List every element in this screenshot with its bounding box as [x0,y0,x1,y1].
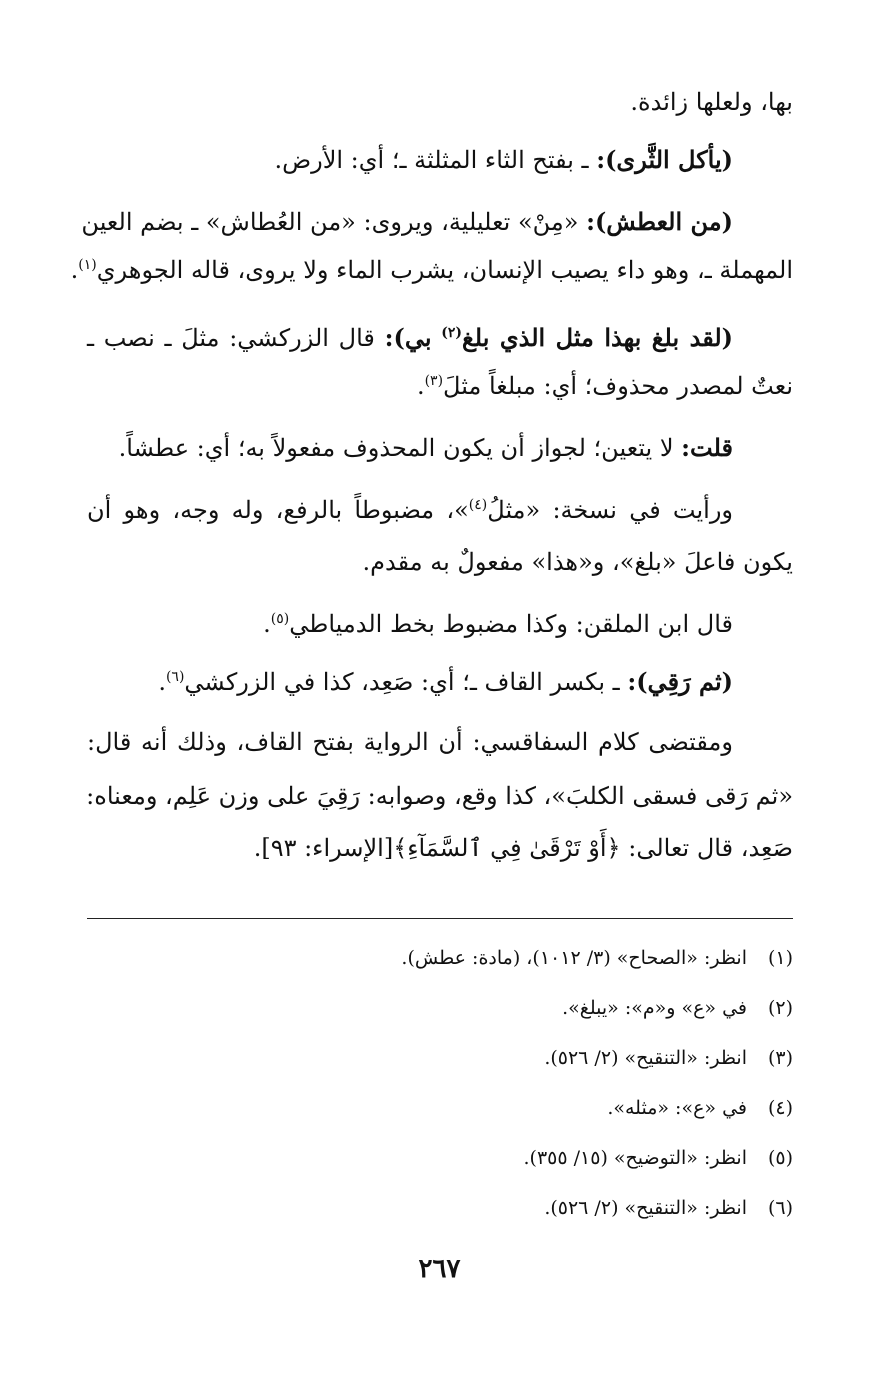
footnote-text: انظر: «التنقيح» (٢/ ٥٢٦). [544,1047,747,1069]
body-text: »، مضبوطاً بالرفع، وله وجه، وهو أن [87,496,469,524]
footnote-text: انظر: «التنقيح» (٢/ ٥٢٦). [544,1197,747,1219]
body-line [87,662,793,706]
body-text: نعتٌ لمصدر محذوف؛ أي: مبلغاً مثلَ [443,372,793,400]
footnote-text: انظر: «التوضيح» (١٥/ ٣٥٥). [523,1147,747,1169]
footnote [87,1142,793,1176]
body-text: ورأيت في نسخة: «مثلُ [487,496,734,524]
body-text: قال الزركشي: مثلَ ـ نصب ـ [87,324,375,352]
body-text: يكون فاعلَ «بلغ»، و«هذا» مفعولٌ به مقدم. [362,548,793,576]
footnote-text: انظر: «الصحاح» (٣/ ١٠١٢)، (مادة: عطش). [401,947,747,969]
body-text: . [70,256,79,284]
body-text: . [416,372,425,400]
footnote-marker: (٤) [468,497,488,513]
entry-heading: (يأكل الثَّرى): [596,145,733,174]
body-text: «مِنْ» تعليلية، ويروى: «من العُطاش» ـ بضم العين [81,208,579,236]
body-text: ـ بكسر القاف ـ؛ أي: صَعِد، كذا في الزركشي [184,668,620,696]
body-text: قال ابن الملقن: وكذا مضبوط بخط الدمياطي [289,610,733,638]
body-line [87,318,793,362]
body-text: . [263,610,271,638]
body-line [87,828,793,872]
body-line [87,722,793,766]
footnote [87,942,793,976]
footnote-marker: (٦) [165,669,185,685]
body-line [87,428,793,472]
body-line [87,82,793,126]
entry-heading: بي): [384,323,432,352]
page-number: ٢٦٧ [418,1254,461,1284]
entry-heading: (ثم رَقِي): [627,667,733,696]
entry-heading: (لقد بلغ بهذا مثل الذي بلغ [462,323,734,352]
entry-heading: (من العطش): [586,207,733,236]
footnote-marker: (٣) [424,373,444,389]
body-line [81,202,793,246]
footnote-text: في «ع» و«م»: «يبلغ». [562,997,747,1019]
body-text: . [158,668,166,696]
footnote-number: (٤) [767,1097,793,1119]
body-line [70,250,793,294]
footnote-marker: (١) [78,257,97,273]
entry-heading: قلت: [681,433,733,462]
body-text: ومقتضى كلام السفاقسي: أن الرواية بفتح القاف، وذلك أنه قال: [87,728,733,756]
body-text: لا يتعين؛ لجواز أن يكون المحذوف مفعولاً به؛ أي: عطشاً. [118,434,674,462]
footnote [87,1042,793,1076]
body-line [87,366,793,410]
body-text: المهملة ـ، وهو داء يصيب الإنسان، يشرب الماء ولا يروى، قاله الجوهري [96,256,793,284]
footnote-number: (٢) [767,997,793,1019]
footnote-text: في «ع»: «مثله». [607,1097,747,1119]
footnote [87,1092,793,1126]
footnote-number: (٥) [767,1147,793,1169]
quran-citation: صَعِد، قال تعالى: ﴿أَوْ تَرْقَىٰ فِي ٱلسَّمَآءِ﴾[الإسراء: ٩٣]. [253,834,793,862]
footnote-marker: (٢) [441,325,463,341]
body-text: بها، ولعلها زائدة. [630,88,793,116]
body-text: ـ بفتح الثاء المثلثة ـ؛ أي: الأرض. [274,146,589,174]
footnote-number: (١) [767,947,793,969]
footnote-number: (٣) [767,1047,793,1069]
body-line [87,776,793,820]
body-text: «ثم رَقى فسقى الكلبَ»، كذا وقع، وصوابه: رَقِيَ على وزن عَلِم، ومعناه: [86,782,793,810]
body-line [87,542,793,586]
footnote [87,1192,793,1226]
body-line [87,490,793,534]
footnote-number: (٦) [767,1197,793,1219]
footnote-separator [87,918,793,919]
footnote [87,992,793,1026]
body-line [87,604,793,648]
body-line [87,140,793,184]
footnote-marker: (٥) [270,611,290,627]
